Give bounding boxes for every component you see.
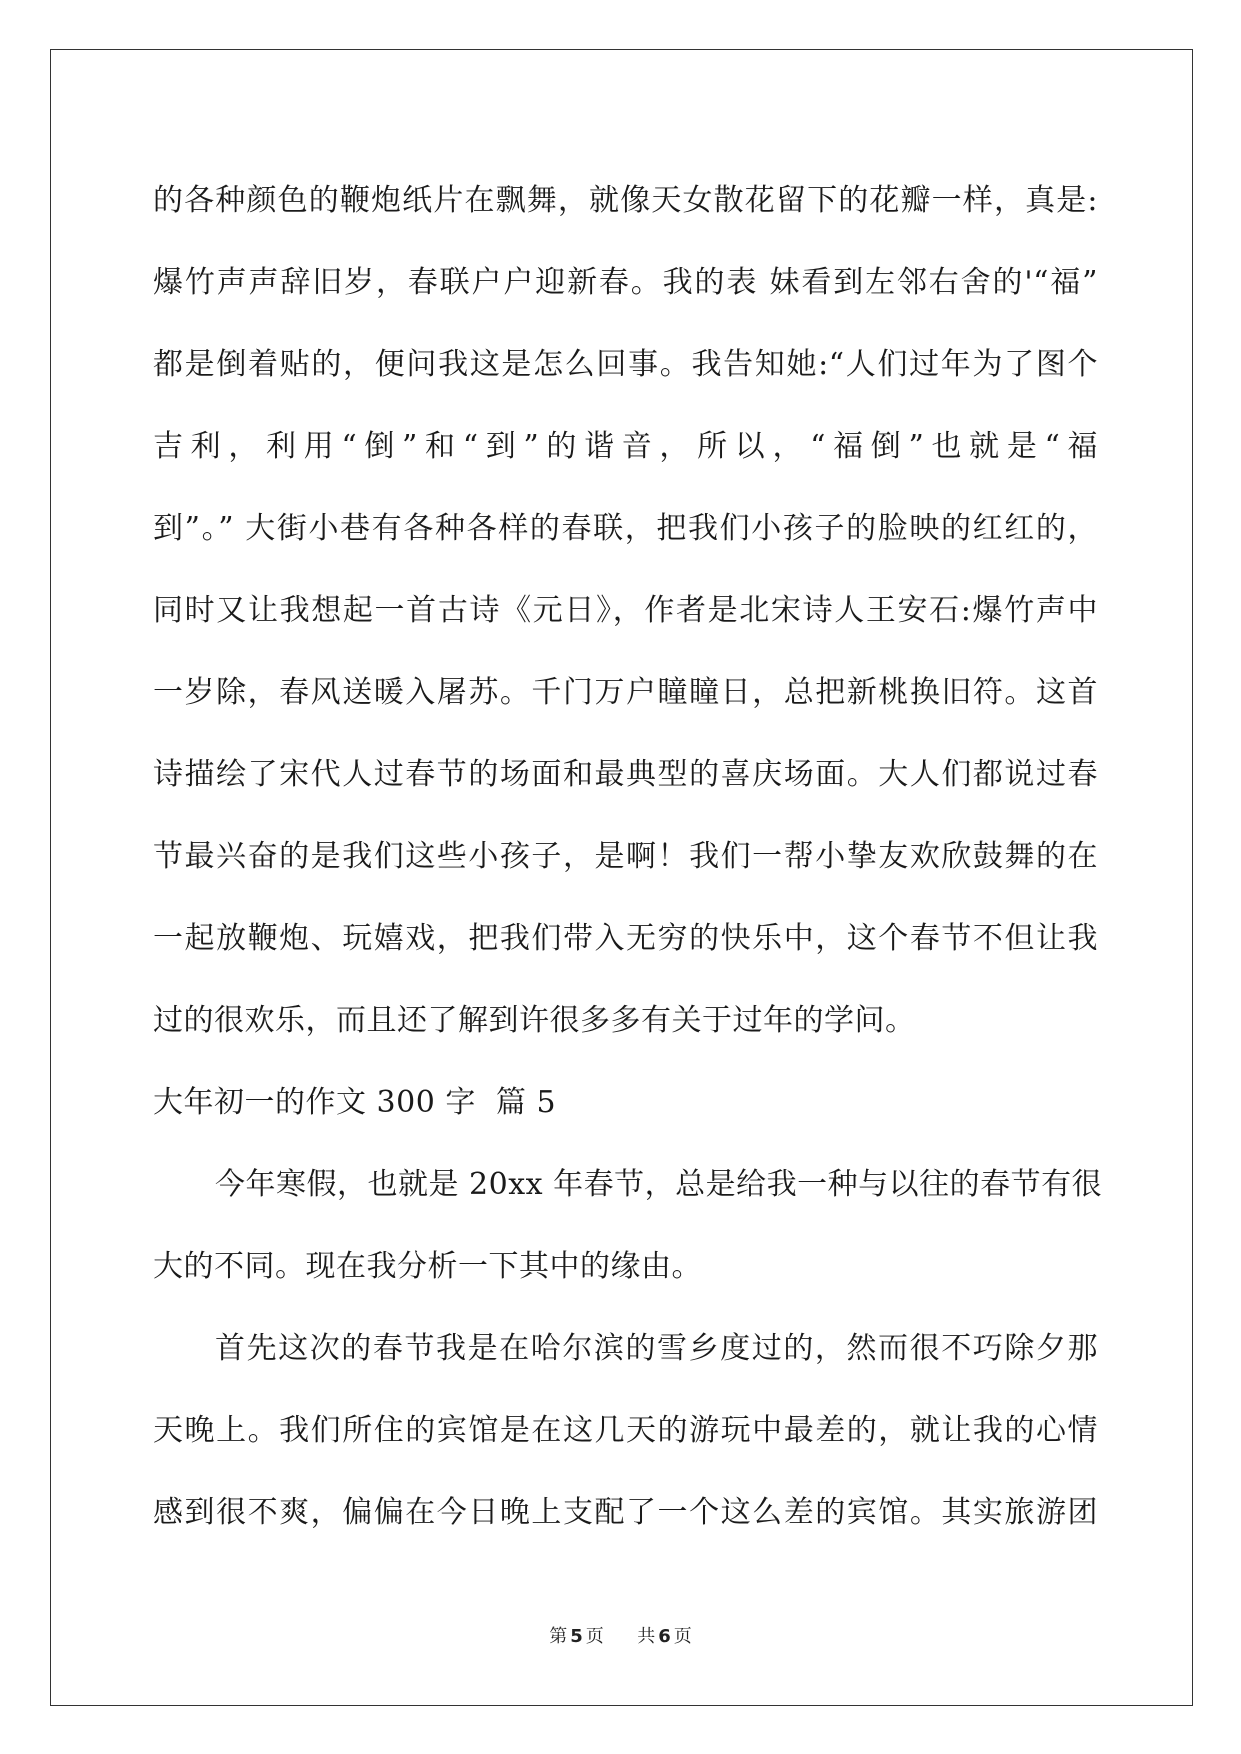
text-line: 到”。” 大街小巷有各种各样的春联，把我们小孩子的脸映的红红的， [153,511,1098,546]
text-line: 过的很欢乐，而且还了解到许很多多有关于过年的学问。 [153,1003,916,1038]
document-body [153,160,1103,1554]
text-line: 天晚上。我们所住的宾馆是在这几天的游玩中最差的，就让我的心情 [153,1413,1098,1448]
page-prefix: 第 [549,1626,568,1647]
total-suffix: 页 [673,1626,692,1647]
total-page-count: 6 [658,1626,671,1647]
current-page-number: 5 [570,1626,583,1647]
total-prefix: 共 [637,1626,656,1647]
text-line: 爆竹声声辞旧岁，春联户户迎新春。我的表 妹看到左邻右舍的'“福” [153,265,1098,300]
text-line: 首先这次的春节我是在哈尔滨的雪乡度过的，然而很不巧除夕那 [215,1331,1098,1366]
text-line: 一起放鞭炮、玩嬉戏，把我们带入无穷的快乐中，这个春节不但让我 [153,921,1098,956]
text-line: 节最兴奋的是我们这些小孩子，是啊！我们一帮小挚友欢欣鼓舞的在 [153,839,1098,874]
text-line: 一岁除，春风送暖入屠苏。千门万户瞳瞳日，总把新桃换旧符。这首 [153,675,1098,710]
text-line: 都是倒着贴的，便问我这是怎么回事。我告知她:“人们过年为了图个 [153,347,1098,382]
section-heading: 大年初一的作文 300 字 篇 5 [153,1085,557,1120]
text-line: 大的不同。现在我分析一下其中的缘由。 [153,1249,702,1284]
page-number-footer [0,1622,1241,1648]
text-line: 同时又让我想起一首古诗《元日》，作者是北宋诗人王安石:爆竹声中 [153,593,1098,628]
text-line: 的各种颜色的鞭炮纸片在飘舞，就像天女散花留下的花瓣一样，真是: [153,183,1098,218]
text-line: 吉利，利用“倒”和“到”的谐音，所以，“福倒”也就是“福 [153,429,1098,464]
text-line: 感到很不爽，偏偏在今日晚上支配了一个这么差的宾馆。其实旅游团 [153,1495,1098,1530]
text-line: 诗描绘了宋代人过春节的场面和最典型的喜庆场面。大人们都说过春 [153,757,1098,792]
page-suffix: 页 [585,1626,604,1647]
text-line: 今年寒假，也就是 20xx 年春节，总是给我一种与以往的春节有很 [215,1167,1103,1202]
